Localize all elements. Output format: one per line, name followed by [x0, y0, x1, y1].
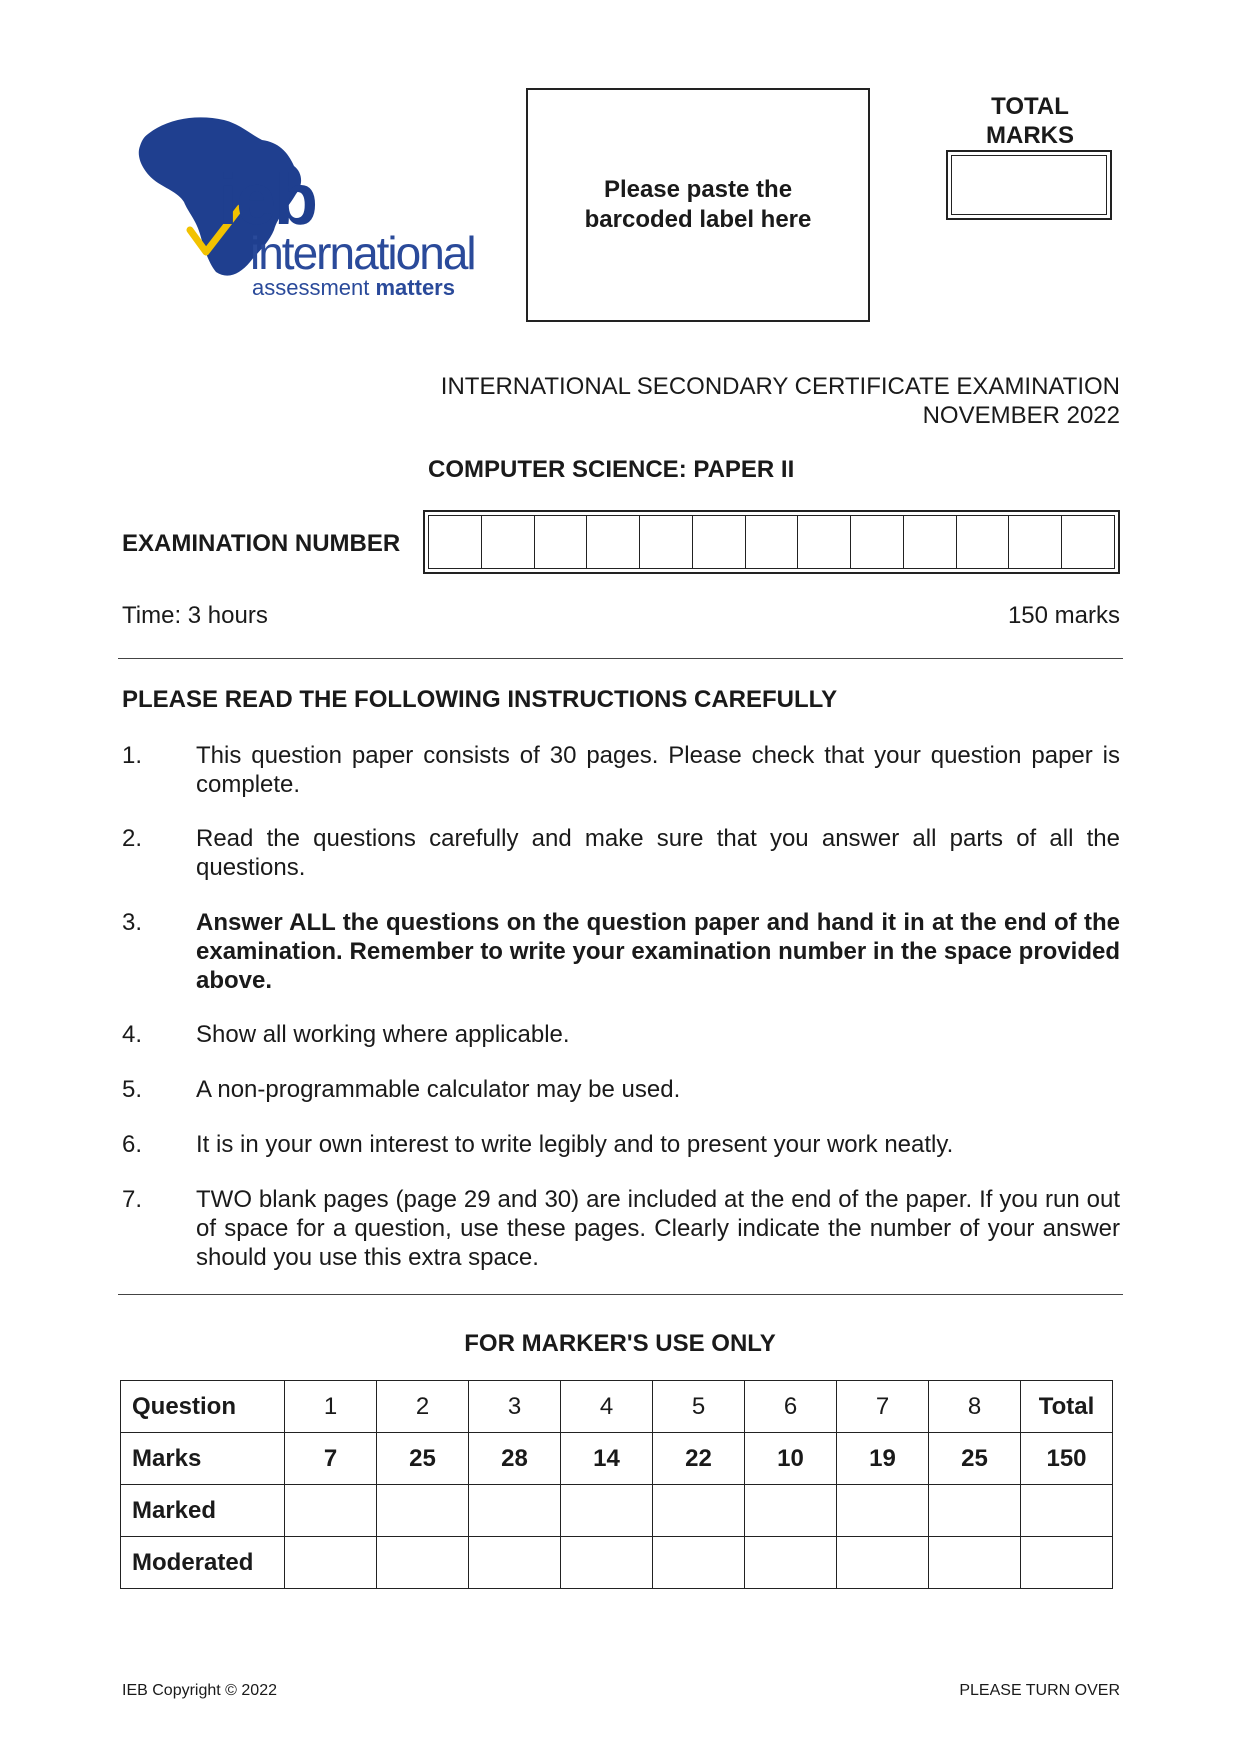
instruction-number: 7.	[122, 1186, 143, 1213]
instruction-item	[122, 1130, 1120, 1159]
moderated-cell[interactable]	[745, 1537, 837, 1589]
exam-number-cell[interactable]	[798, 516, 851, 568]
row-header: Marks	[121, 1433, 285, 1485]
marks-value: 7	[285, 1433, 377, 1485]
marks-value: 22	[653, 1433, 745, 1485]
marks-value: 28	[469, 1433, 561, 1485]
instruction-number: 6.	[122, 1131, 143, 1158]
table-row	[121, 1433, 1113, 1485]
instruction-item	[122, 741, 1120, 799]
instruction-number: 5.	[122, 1076, 143, 1103]
exam-session: NOVEMBER 2022	[922, 402, 1120, 429]
instructions-heading: PLEASE READ THE FOLLOWING INSTRUCTIONS CAREFULLY	[122, 686, 838, 713]
instruction-item	[122, 1075, 1120, 1104]
marker-table	[120, 1380, 1113, 1589]
moderated-cell[interactable]	[285, 1537, 377, 1589]
marked-cell[interactable]	[837, 1485, 929, 1537]
row-header: Moderated	[121, 1537, 285, 1589]
total-marks-box[interactable]	[946, 150, 1112, 220]
moderated-cell[interactable]	[837, 1537, 929, 1589]
logo-subtitle: international	[250, 227, 475, 279]
moderated-cell[interactable]	[561, 1537, 653, 1589]
instruction-number: 4.	[122, 1021, 143, 1048]
marks-total-value: 150	[1021, 1433, 1113, 1485]
question-number: 1	[285, 1381, 377, 1433]
logo-tagline-bold: matters	[375, 275, 455, 300]
total-header: Total	[1021, 1381, 1113, 1433]
total-marks-label-line2: MARKS	[986, 122, 1074, 149]
marks-value: 25	[929, 1433, 1021, 1485]
marked-cell[interactable]	[377, 1485, 469, 1537]
instruction-text: Show all working where applicable.	[196, 1021, 570, 1048]
marked-cell[interactable]	[469, 1485, 561, 1537]
exam-number-cell[interactable]	[904, 516, 957, 568]
exam-name: INTERNATIONAL SECONDARY CERTIFICATE EXAMINATION	[440, 373, 1120, 400]
paper-title: COMPUTER SCIENCE: PAPER II	[428, 456, 795, 483]
logo-brand: ieb	[218, 160, 317, 240]
marked-cell[interactable]	[561, 1485, 653, 1537]
instruction-number: 1.	[122, 742, 143, 769]
moderated-cell[interactable]	[1021, 1537, 1113, 1589]
question-number: 7	[837, 1381, 929, 1433]
exam-number-cell[interactable]	[693, 516, 746, 568]
barcode-instruction: Please paste the barcoded label here	[584, 176, 812, 233]
footer-copyright: IEB Copyright © 2022	[122, 1682, 277, 1699]
instruction-item	[122, 824, 1120, 882]
exam-number-cell[interactable]	[587, 516, 640, 568]
instruction-text: This question paper consists of 30 pages. Please check that your question paper is complete.	[196, 742, 1120, 798]
table-row	[121, 1537, 1113, 1589]
marks-value: 14	[561, 1433, 653, 1485]
question-number: 8	[929, 1381, 1021, 1433]
total-marks-label-line1: TOTAL	[991, 93, 1069, 120]
divider	[118, 1294, 1123, 1295]
moderated-cell[interactable]	[469, 1537, 561, 1589]
table-row	[121, 1381, 1113, 1433]
exam-number-cell[interactable]	[1062, 516, 1114, 568]
instruction-item	[122, 1020, 1120, 1049]
marked-cell[interactable]	[1021, 1485, 1113, 1537]
total-marks-label	[955, 92, 1105, 150]
exam-number-label: EXAMINATION NUMBER	[122, 530, 401, 557]
row-header: Marked	[121, 1485, 285, 1537]
question-number: 4	[561, 1381, 653, 1433]
marked-cell[interactable]	[285, 1485, 377, 1537]
marks-value: 25	[377, 1433, 469, 1485]
table-row	[121, 1485, 1113, 1537]
marked-cell[interactable]	[929, 1485, 1021, 1537]
instruction-item	[122, 908, 1120, 995]
logo-tagline	[252, 277, 455, 299]
ieb-logo	[128, 112, 498, 312]
exam-number-cell[interactable]	[746, 516, 799, 568]
question-number: 6	[745, 1381, 837, 1433]
instruction-number: 2.	[122, 825, 143, 852]
instruction-text: It is in your own interest to write legibly and to present your work neatly.	[196, 1131, 954, 1158]
exam-number-cell[interactable]	[957, 516, 1010, 568]
marked-cell[interactable]	[745, 1485, 837, 1537]
instruction-text: Read the questions carefully and make sure that you answer all parts of all the questions.	[196, 825, 1120, 881]
instruction-text: A non-programmable calculator may be used.	[196, 1076, 681, 1103]
instruction-text: TWO blank pages (page 29 and 30) are included at the end of the paper. If you run out of space for a question, use these pages. Clearly indicate the number of your answer should you use this extra space.	[196, 1186, 1120, 1271]
instruction-number: 3.	[122, 909, 143, 936]
exam-number-grid[interactable]	[423, 510, 1120, 574]
exam-number-cell[interactable]	[1009, 516, 1062, 568]
exam-number-cell[interactable]	[429, 516, 482, 568]
moderated-cell[interactable]	[377, 1537, 469, 1589]
divider	[118, 658, 1123, 659]
instruction-text: Answer ALL the questions on the question paper and hand it in at the end of the examination. Remember to write your examination number in the space provided above.	[196, 909, 1120, 994]
row-header: Question	[121, 1381, 285, 1433]
total-marks-text: 150 marks	[1007, 602, 1120, 629]
marked-cell[interactable]	[653, 1485, 745, 1537]
exam-number-cell[interactable]	[640, 516, 693, 568]
marks-value: 10	[745, 1433, 837, 1485]
exam-number-cell[interactable]	[482, 516, 535, 568]
question-number: 3	[469, 1381, 561, 1433]
marks-value: 19	[837, 1433, 929, 1485]
logo-tagline-prefix: assessment	[252, 275, 376, 300]
instruction-item	[122, 1185, 1120, 1272]
moderated-cell[interactable]	[929, 1537, 1021, 1589]
marker-heading: FOR MARKER'S USE ONLY	[464, 1330, 776, 1357]
question-number: 5	[653, 1381, 745, 1433]
footer-turn-over: PLEASE TURN OVER	[959, 1682, 1120, 1699]
exam-number-cell[interactable]	[535, 516, 588, 568]
question-number: 2	[377, 1381, 469, 1433]
moderated-cell[interactable]	[653, 1537, 745, 1589]
exam-number-cell[interactable]	[851, 516, 904, 568]
barcode-label-box	[526, 88, 870, 322]
time-allowed: Time: 3 hours	[122, 602, 268, 629]
